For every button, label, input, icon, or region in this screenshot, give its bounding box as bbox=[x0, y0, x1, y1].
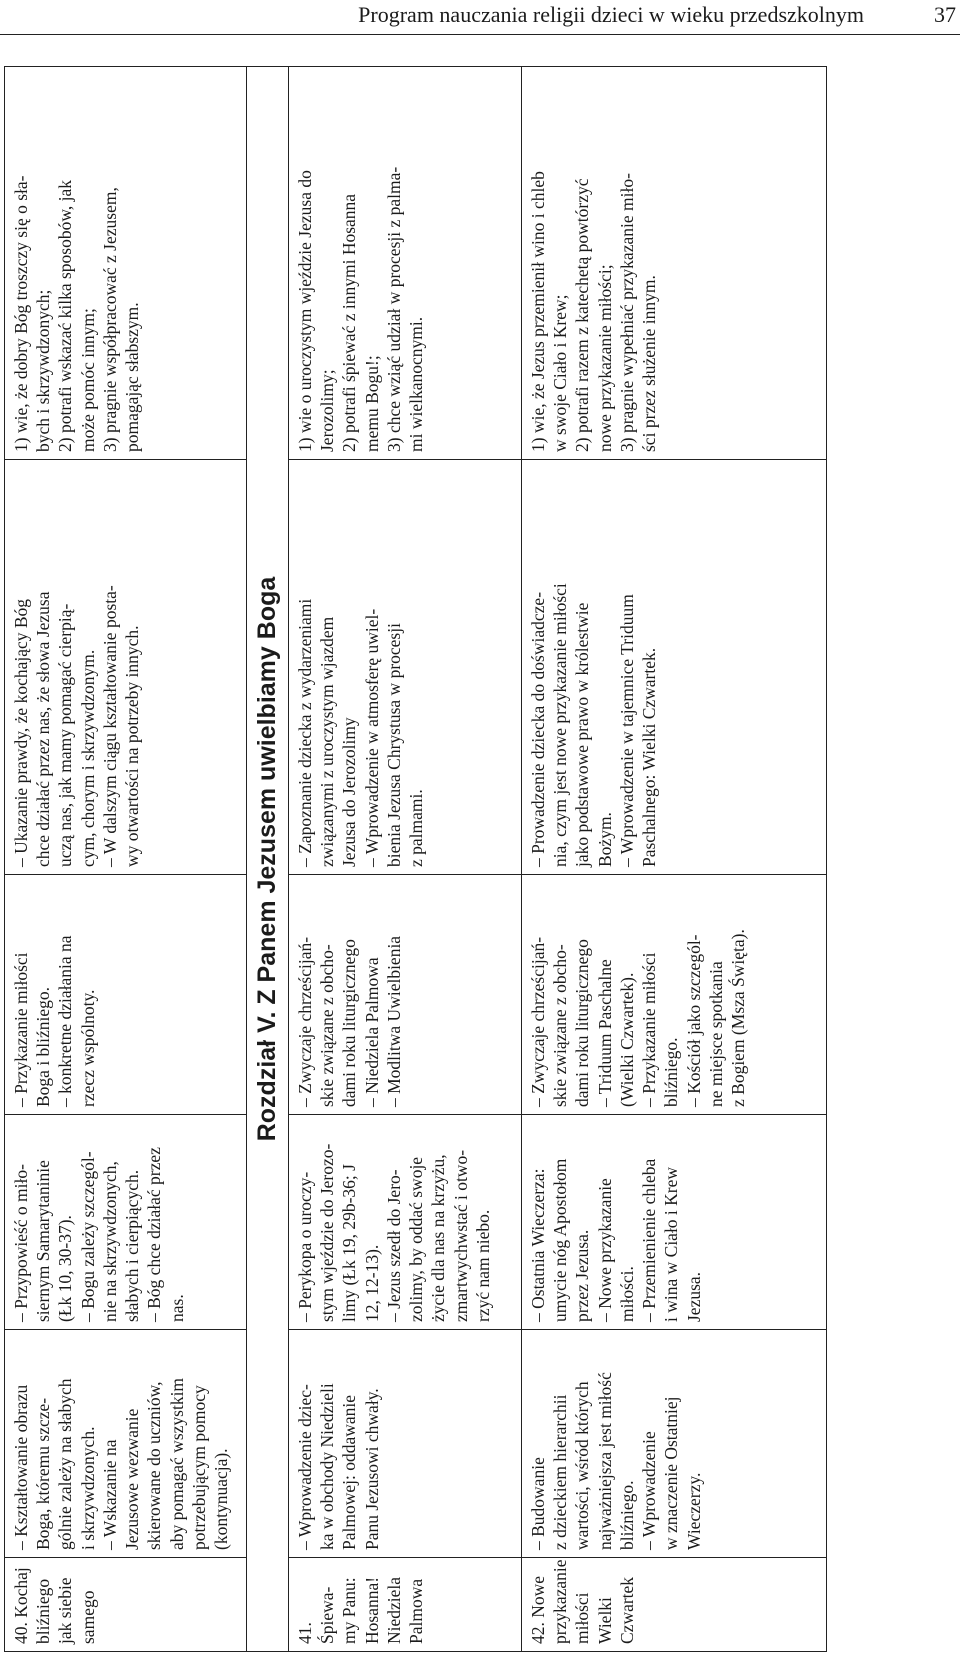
cell-text-line: bienia Jezusa Chrystusa w procesji bbox=[383, 623, 404, 867]
content-cell bbox=[5, 1115, 247, 1330]
cell-text-line: – Zwyczaje chrześcijań- bbox=[295, 936, 315, 1107]
cell-text-line: skierowane do uczniów, bbox=[144, 1381, 165, 1550]
cell-text-line: Czwartek bbox=[616, 1576, 637, 1644]
running-head-title: Program nauczania religii dzieci w wieku przedszkolnym bbox=[358, 2, 864, 27]
topic-cell bbox=[289, 1558, 522, 1652]
cell-text-line: nia, czym jest nowe przykazanie miłości bbox=[550, 583, 571, 867]
cell-text-line: – Zwyczaje chrześcijań- bbox=[528, 936, 548, 1107]
cell-text-line: Palmowa bbox=[406, 1578, 427, 1644]
cell-text-line: – konkretne działania na bbox=[55, 935, 76, 1107]
cell-text-line: Jezusowe wezwanie bbox=[122, 1408, 143, 1550]
cell-text-line: dami roku liturgicznego bbox=[572, 939, 593, 1107]
cell-text-line: życie dla nas na krzyżu, bbox=[428, 1154, 449, 1322]
cell-text-line: 1) wie o uroczystym wjeździe Jezusa do bbox=[295, 170, 315, 452]
cell-text-line: zmartwychwstać i otwo- bbox=[450, 1149, 471, 1322]
cell-text-line: najważniejsza jest miłość bbox=[594, 1372, 615, 1550]
cell-text-line: jak siebie bbox=[55, 1577, 76, 1644]
chapter-row bbox=[247, 67, 289, 1652]
topic-cell bbox=[522, 1558, 827, 1652]
cell-text-line: bych i skrzywdzonych; bbox=[33, 289, 54, 452]
cell-text-line: 3) chce wziąć udział w procesji z palma- bbox=[383, 166, 404, 452]
topic-cell bbox=[5, 1558, 247, 1652]
cell-text-line: – Modlitwa Uwielbienia bbox=[383, 935, 404, 1107]
cell-text-line: memu Bogu!; bbox=[361, 355, 382, 452]
table-row bbox=[522, 67, 827, 1652]
cell-text-line: – Ostatnia Wieczerza: bbox=[528, 1168, 548, 1322]
cell-text-line: – Bóg chce działać przez bbox=[144, 1147, 165, 1322]
cell-text-line: gólnie zależy na słabych bbox=[55, 1378, 76, 1550]
cell-text-line: Wieczerzy. bbox=[683, 1472, 704, 1550]
cell-text-line: nowe przykazanie miłości; bbox=[594, 264, 615, 452]
cell-text-line: 1) wie, że Jezus przemienił wino i chleb bbox=[528, 171, 548, 452]
themes-cell bbox=[522, 875, 827, 1115]
cell-text-line: 42. Nowe bbox=[528, 1575, 548, 1644]
cell-text-line: Boga, któremu szcze- bbox=[33, 1397, 54, 1550]
cell-text-line: (Łk 10, 30-37). bbox=[55, 1215, 76, 1322]
chapter-title: Rozdział V. Z Panem Jezusem uwielbiamy Boga bbox=[247, 67, 289, 1652]
themes-cell bbox=[5, 875, 247, 1115]
cell-text-line: Panu Jezusowi chwały. bbox=[361, 1388, 382, 1550]
cell-text-line: siernym Samarytaninie bbox=[33, 1160, 54, 1322]
cell-text-line: bliźniego. bbox=[661, 1037, 682, 1107]
cell-text-line: przykazanie bbox=[550, 1559, 571, 1644]
cell-text-line: pomagając słabszym. bbox=[122, 302, 143, 452]
cell-text-line: Paschalnego: Wielki Czwartek. bbox=[639, 647, 660, 867]
cell-text-line: 3) pragnie wypełniać przykazanie miło- bbox=[616, 173, 637, 452]
cell-text-line: miłości. bbox=[616, 1266, 637, 1322]
cell-text-line: samego bbox=[77, 1590, 98, 1644]
cell-text-line: ści przez służenie innym. bbox=[639, 275, 660, 452]
table-row bbox=[289, 67, 522, 1652]
cell-text-line: stym wjeździe do Jerozo- bbox=[317, 1143, 338, 1322]
cell-text-line: 12, 12-13). bbox=[361, 1244, 382, 1322]
tasks-cell bbox=[5, 460, 247, 875]
cell-text-line: i skrzywdzonych. bbox=[77, 1426, 98, 1550]
cell-text-line: – Jezus szedł do Jero- bbox=[383, 1169, 404, 1322]
cell-text-line: może pomóc innym; bbox=[77, 308, 98, 452]
cell-text-line: bliźniego. bbox=[616, 1480, 637, 1550]
cell-text-line: wartości, wśród których bbox=[572, 1381, 593, 1550]
cell-text-line: aby pomagać wszystkim bbox=[166, 1377, 187, 1550]
cell-text-line: z palmami. bbox=[406, 789, 427, 867]
rotated-syllabus-table bbox=[4, 67, 826, 1652]
cell-text-line: nie na skrzywdzonych, bbox=[99, 1161, 120, 1322]
cell-text-line: Boga i bliźniego. bbox=[33, 986, 54, 1107]
cell-text-line: (Wielki Czwartek). bbox=[616, 972, 637, 1107]
cell-text-line: 1) wie, że dobry Bóg troszczy się o sła- bbox=[11, 175, 31, 452]
cell-text-line: związanymi z uroczystym wjazdem bbox=[317, 616, 338, 867]
content-cell bbox=[522, 1115, 827, 1330]
cell-text-line: – Wprowadzenie dziec- bbox=[295, 1384, 315, 1550]
cell-text-line: w znaczenie Ostatniej bbox=[661, 1396, 682, 1550]
tasks-cell bbox=[289, 460, 522, 875]
themes-cell bbox=[289, 875, 522, 1115]
cell-text-line: – Wprowadzenie w atmosferę uwiel- bbox=[361, 608, 382, 867]
cell-text-line: – Wskazanie na bbox=[99, 1439, 120, 1550]
cell-text-line: – Prowadzenie dziecka do doświadcze- bbox=[528, 591, 548, 867]
cell-text-line: – Bogu zależy szczegól- bbox=[77, 1151, 98, 1322]
page-number: 37 bbox=[934, 2, 956, 27]
cell-text-line: – Nowe przykazanie bbox=[594, 1178, 615, 1322]
cell-text-line: potrzebującym pomocy bbox=[188, 1385, 209, 1550]
cell-text-line: skie związane z obcho- bbox=[550, 944, 571, 1107]
cell-text-line: Palmowej: oddawanie bbox=[339, 1394, 360, 1550]
cell-text-line: Niedziela bbox=[383, 1576, 404, 1644]
cell-text-line: chce działać przez nas, że słowa Jezusa bbox=[33, 591, 54, 867]
cell-text-line: – Przemienienie chleba bbox=[639, 1158, 660, 1322]
cell-text-line: ne miejsce spotkania bbox=[705, 961, 726, 1107]
cell-text-line: jako podstawowe prawo w królestwie bbox=[572, 602, 593, 867]
cell-text-line: z dzieckiem hierarchii bbox=[550, 1394, 571, 1550]
cell-text-line: uczą nas, jak mamy pomagać cierpią- bbox=[55, 603, 76, 867]
cell-text-line: – Zapoznanie dziecka z wydarzeniami bbox=[295, 598, 315, 867]
content-cell bbox=[289, 1115, 522, 1330]
cell-text-line: cym, chorym i skrzywdzonym. bbox=[77, 649, 98, 867]
cell-text-line: – Wprowadzenie w tajemnice Triduum bbox=[616, 594, 637, 867]
cell-text-line: ka w obchody Niedzieli bbox=[317, 1383, 338, 1550]
cell-text-line: – W dalszym ciągu kształtowanie posta- bbox=[99, 585, 120, 867]
cell-text-line: Hosanna! bbox=[361, 1576, 382, 1644]
cell-text-line: mi wielkanocnymi. bbox=[406, 316, 427, 452]
outcomes-cell bbox=[522, 67, 827, 460]
cell-text-line: Wielki bbox=[594, 1597, 615, 1644]
outcomes-cell bbox=[5, 67, 247, 460]
cell-text-line: 40. Kochaj bbox=[11, 1567, 31, 1644]
cell-text-line: limy (Łk 19, 29b-36; J bbox=[339, 1164, 360, 1322]
cell-text-line: rzecz wspólnoty. bbox=[77, 989, 98, 1107]
cell-text-line: zolimy, by oddać swoje bbox=[406, 1156, 427, 1322]
cell-text-line: – Przykazanie miłości bbox=[639, 952, 660, 1107]
goals-cell bbox=[5, 1330, 247, 1558]
cell-text-line: nas. bbox=[166, 1294, 187, 1322]
tasks-cell bbox=[522, 460, 827, 875]
cell-text-line: – Perykopa o uroczy- bbox=[295, 1171, 315, 1322]
cell-text-line: my Panu: bbox=[339, 1577, 360, 1644]
outcomes-cell bbox=[289, 67, 522, 460]
cell-text-line: 2) potrafi wskazać kilka sposobów, jak bbox=[55, 180, 76, 452]
cell-text-line: 3) pragnie współpracować z Jezusem, bbox=[99, 187, 120, 452]
cell-text-line: – Triduum Paschalne bbox=[594, 959, 615, 1107]
cell-text-line: i wina w Ciało i Krew bbox=[661, 1166, 682, 1322]
cell-text-line: przez Jezusa. bbox=[572, 1229, 593, 1322]
cell-text-line: Jezusa do Jerozolimy bbox=[339, 717, 360, 867]
cell-text-line: z Bogiem (Msza Święta). bbox=[727, 929, 748, 1107]
cell-text-line: słabych i cierpiących. bbox=[122, 1169, 143, 1322]
cell-text-line: umycie nóg Apostołom bbox=[550, 1158, 571, 1322]
cell-text-line: miłości bbox=[572, 1592, 593, 1644]
cell-text-line: – Niedziela Palmowa bbox=[361, 957, 382, 1107]
cell-text-line: 2) potrafi śpiewać z innymi Hosanna bbox=[339, 193, 360, 452]
cell-text-line: Jezusa. bbox=[683, 1271, 704, 1322]
cell-text-line: Jerozolimy; bbox=[317, 369, 338, 452]
running-head bbox=[0, 0, 960, 35]
cell-text-line: rzyć nam niebo. bbox=[472, 1209, 493, 1322]
cell-text-line: wy otwartości na potrzeby innych. bbox=[122, 625, 143, 867]
cell-text-line: – Przypowieść o miło- bbox=[11, 1164, 31, 1322]
cell-text-line: skie związane z obcho- bbox=[317, 944, 338, 1107]
goals-cell bbox=[289, 1330, 522, 1558]
cell-text-line: – Budowanie bbox=[528, 1457, 548, 1550]
cell-text-line: (kontynuacja). bbox=[210, 1448, 231, 1550]
cell-text-line: dami roku liturgicznego bbox=[339, 939, 360, 1107]
table-row bbox=[5, 67, 247, 1652]
cell-text-line: – Ukazanie prawdy, że kochający Bóg bbox=[11, 598, 31, 867]
cell-text-line: bliźniego bbox=[33, 1578, 54, 1644]
cell-text-line: – Kościół jako szczegól- bbox=[683, 934, 704, 1107]
cell-text-line: 41. Śpiewa- bbox=[295, 1586, 338, 1644]
goals-cell bbox=[522, 1330, 827, 1558]
syllabus-table bbox=[4, 66, 827, 1652]
cell-text-line: – Przykazanie miłości bbox=[11, 952, 31, 1107]
cell-text-line: – Kształtowanie obrazu bbox=[11, 1384, 31, 1550]
cell-text-line: Bożym. bbox=[594, 812, 615, 867]
cell-text-line: w swoje Ciało i Krew; bbox=[550, 294, 571, 452]
cell-text-line: 2) potrafi razem z katechetą powtórzyć bbox=[572, 178, 593, 452]
cell-text-line: – Wprowadzenie bbox=[639, 1431, 660, 1550]
